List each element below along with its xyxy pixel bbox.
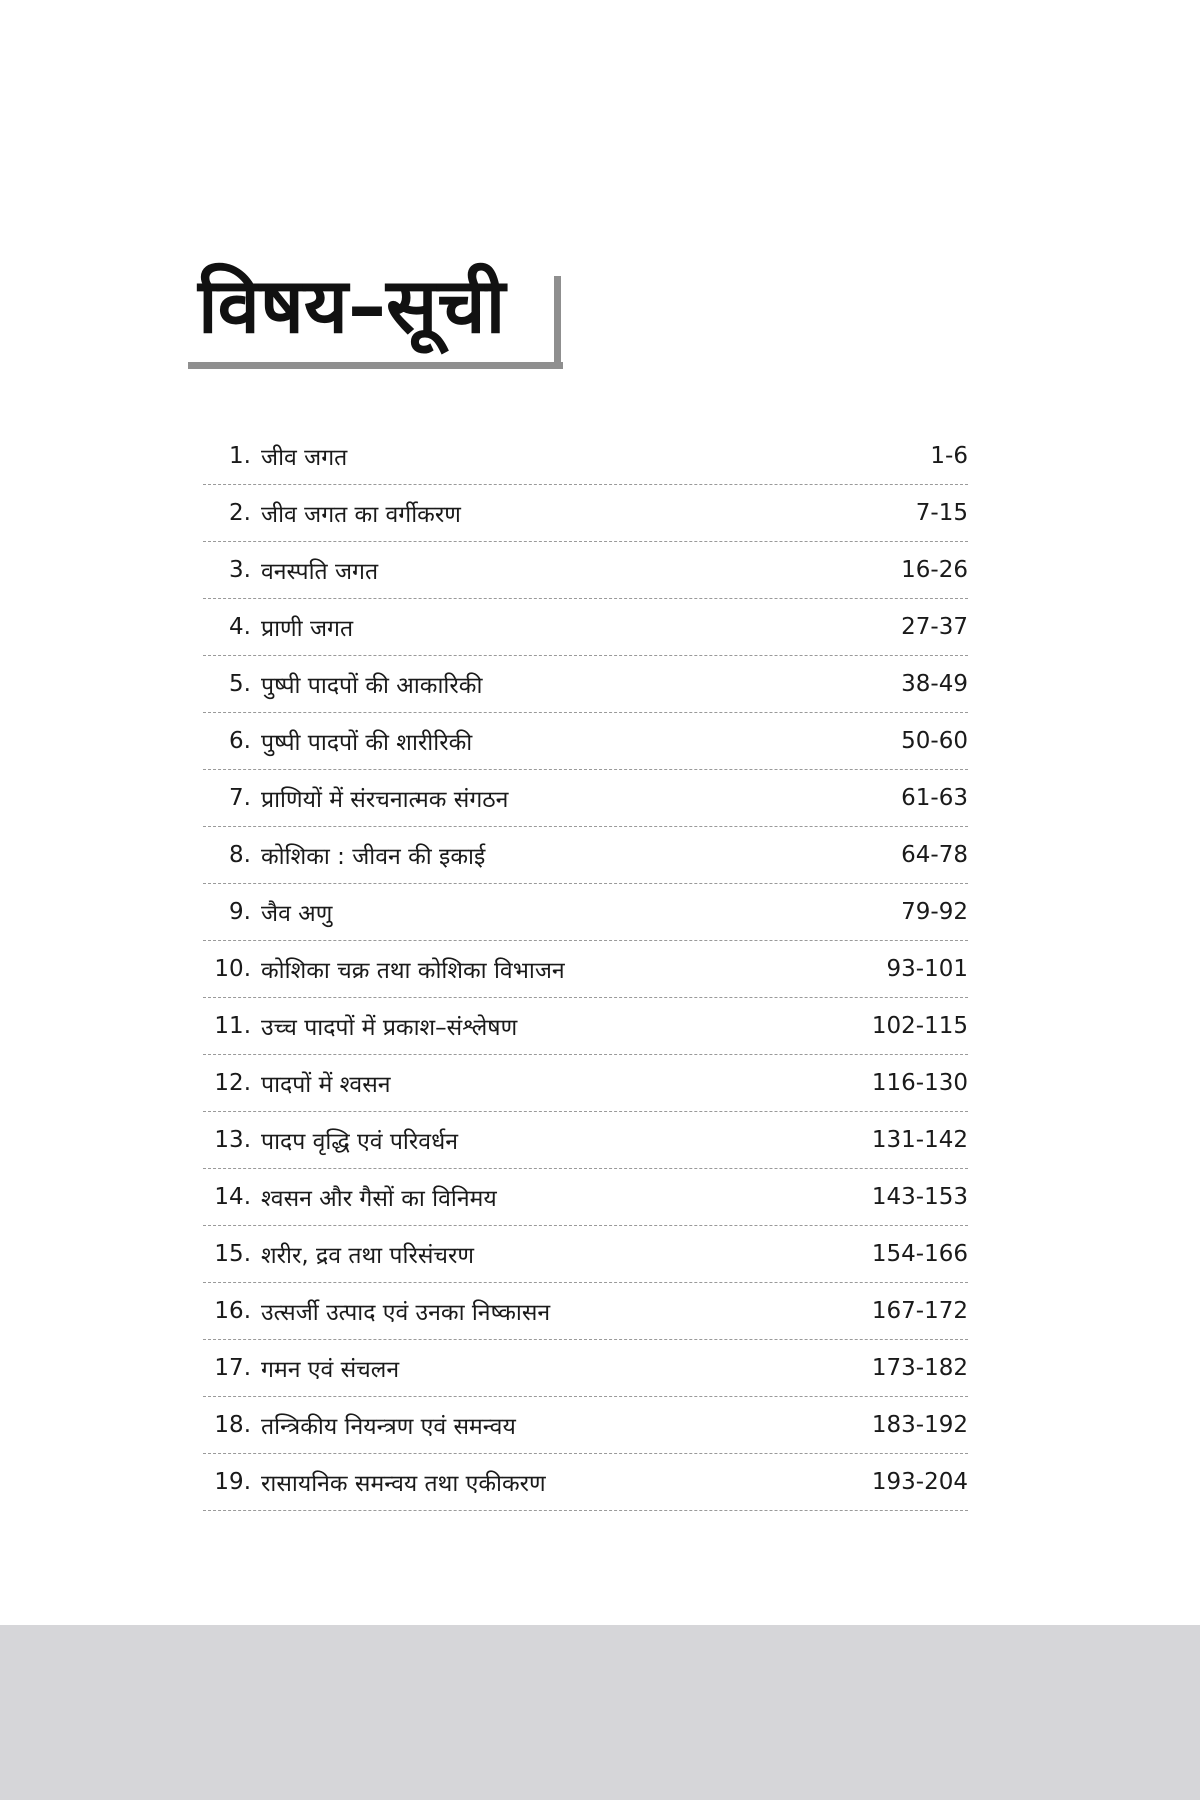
toc-entry-title: श्वसन और गैसों का विनिमय <box>261 1186 497 1212</box>
toc-entry <box>203 1283 968 1340</box>
toc-entry <box>203 770 968 827</box>
toc-entry <box>203 1055 968 1112</box>
toc-entry-pages: 193-204 <box>871 1469 968 1495</box>
toc-entry <box>203 998 968 1055</box>
toc-entry-number: 16. <box>214 1298 251 1324</box>
toc-entry-number: 11. <box>214 1013 251 1039</box>
toc-entry-number: 9. <box>229 899 251 925</box>
toc-entry-title: कोशिका : जीवन की इकाई <box>261 844 486 870</box>
toc-entry <box>203 1112 968 1169</box>
toc-entry-number: 10. <box>214 956 251 982</box>
page-title-box <box>188 256 552 361</box>
toc-entry-title: जीव जगत <box>261 445 348 471</box>
toc-entry-pages: 102-115 <box>871 1013 968 1039</box>
title-shadow-right <box>554 276 561 367</box>
toc-entry <box>203 542 968 599</box>
toc-entry-title: जैव अणु <box>261 901 333 927</box>
toc-entry-pages: 79-92 <box>901 899 968 925</box>
toc-entry-title: शरीर, द्रव तथा परिसंचरण <box>261 1243 475 1269</box>
toc-entry-number: 18. <box>214 1412 251 1438</box>
toc-entry-pages: 173-182 <box>871 1355 968 1381</box>
toc-entry-number: 3. <box>229 557 251 583</box>
toc-entry-number: 17. <box>214 1355 251 1381</box>
toc-entry <box>203 1226 968 1283</box>
toc-entry-title: कोशिका चक्र तथा कोशिका विभाजन <box>261 958 565 984</box>
table-of-contents <box>203 428 968 1511</box>
toc-entry-title: पादपों में श्वसन <box>261 1072 391 1098</box>
toc-entry-pages: 16-26 <box>901 557 968 583</box>
toc-entry-title: उच्च पादपों में प्रकाश–संश्लेषण <box>261 1015 518 1041</box>
toc-entry-pages: 167-172 <box>871 1298 968 1324</box>
toc-entry-number: 8. <box>229 842 251 868</box>
toc-entry <box>203 1397 968 1454</box>
toc-entry-pages: 116-130 <box>871 1070 968 1096</box>
toc-entry-title: प्राणियों में संरचनात्मक संगठन <box>261 787 509 813</box>
toc-entry-title: रासायनिक समन्वय तथा एकीकरण <box>261 1471 546 1497</box>
toc-entry-title: पुष्पी पादपों की शारीरिकी <box>261 730 473 756</box>
toc-entry <box>203 941 968 998</box>
toc-entry-number: 5. <box>229 671 251 697</box>
toc-entry-title: पादप वृद्धि एवं परिवर्धन <box>261 1129 458 1155</box>
page-title: विषय–सूची <box>198 261 506 350</box>
toc-entry-pages: 38-49 <box>901 671 968 697</box>
footer-band <box>0 1625 1200 1800</box>
toc-entry <box>203 884 968 941</box>
toc-entry-pages: 131-142 <box>871 1127 968 1153</box>
toc-entry-title: वनस्पति जगत <box>261 559 379 585</box>
toc-entry-number: 6. <box>229 728 251 754</box>
toc-entry-title: उत्सर्जी उत्पाद एवं उनका निष्कासन <box>261 1300 551 1326</box>
toc-entry <box>203 1454 968 1511</box>
toc-entry-number: 15. <box>214 1241 251 1267</box>
toc-entry-title: तन्त्रिकीय नियन्त्रण एवं समन्वय <box>261 1414 516 1440</box>
toc-entry-pages: 27-37 <box>901 614 968 640</box>
toc-entry-number: 13. <box>214 1127 251 1153</box>
toc-entry-title: प्राणी जगत <box>261 616 354 642</box>
toc-entry <box>203 827 968 884</box>
toc-entry <box>203 1340 968 1397</box>
toc-entry-pages: 93-101 <box>886 956 968 982</box>
toc-entry-number: 4. <box>229 614 251 640</box>
toc-entry-number: 2. <box>229 500 251 526</box>
toc-entry <box>203 713 968 770</box>
toc-entry-title: पुष्पी पादपों की आकारिकी <box>261 673 483 699</box>
toc-entry-number: 14. <box>214 1184 251 1210</box>
toc-entry-pages: 183-192 <box>871 1412 968 1438</box>
toc-entry-title: गमन एवं संचलन <box>261 1357 400 1383</box>
toc-entry <box>203 485 968 542</box>
toc-entry-pages: 64-78 <box>901 842 968 868</box>
toc-entry-number: 1. <box>229 443 251 469</box>
toc-entry-pages: 50-60 <box>901 728 968 754</box>
toc-entry <box>203 428 968 485</box>
title-shadow-bottom <box>188 362 563 369</box>
toc-entry-pages: 154-166 <box>871 1241 968 1267</box>
toc-entry-pages: 143-153 <box>871 1184 968 1210</box>
toc-entry-number: 19. <box>214 1469 251 1495</box>
toc-entry <box>203 1169 968 1226</box>
toc-entry-pages: 7-15 <box>915 500 968 526</box>
toc-entry-pages: 1-6 <box>930 443 968 469</box>
toc-entry-number: 12. <box>214 1070 251 1096</box>
toc-entry-title: जीव जगत का वर्गीकरण <box>261 502 461 528</box>
toc-entry <box>203 599 968 656</box>
toc-entry-number: 7. <box>229 785 251 811</box>
toc-entry <box>203 656 968 713</box>
toc-entry-pages: 61-63 <box>901 785 968 811</box>
